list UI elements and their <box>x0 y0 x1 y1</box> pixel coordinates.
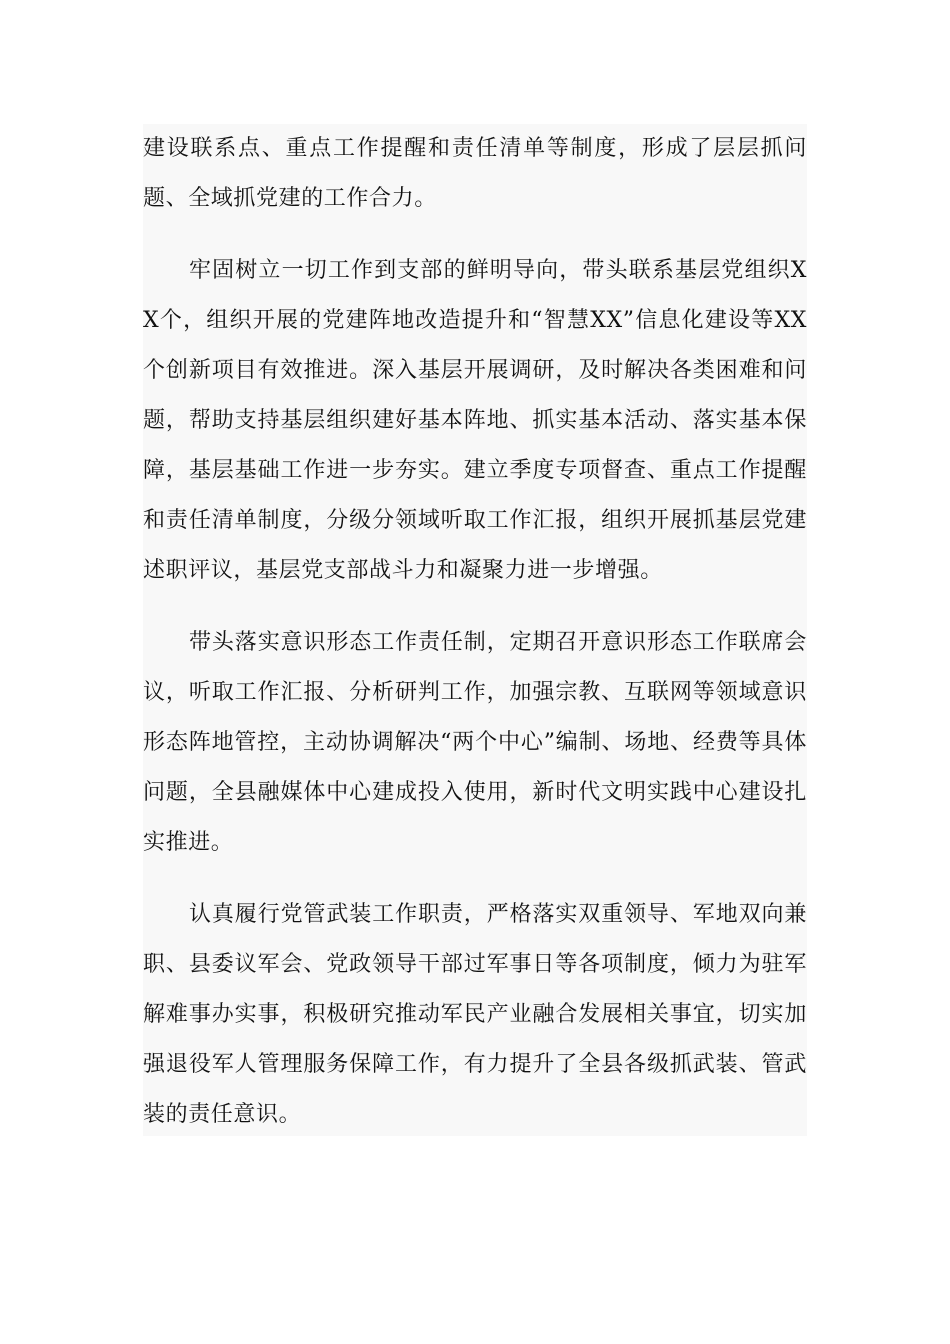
paragraph-armed-forces: 认真履行党管武装工作职责，严格落实双重领导、军地双向兼职、县委议军会、党政领导干部过军事日等各项制度，倾力为驻军解难事办实事，积极研究推动军民产业融合发展相关事宜，切实加强退役军人管理服务保障工作，有力提升了全县各级抓武装、管武装的责任意识。 <box>143 902 807 1127</box>
paragraph-ideology: 带头落实意识形态工作责任制，定期召开意识形态工作联席会议，听取工作汇报、分析研判工作，加强宗教、互联网等领域意识形态阵地管控，主动协调解决“两个中心”编制、场地、经费等具体问题，全县融媒体中心建成投入使用，新时代文明实践中心建设扎实推进。 <box>143 630 807 855</box>
paragraph-continuation: 建设联系点、重点工作提醒和责任清单等制度，形成了层层抓问题、全域抓党建的工作合力。 <box>143 136 807 211</box>
document-body <box>143 124 807 1136</box>
paragraph-party-building: 牢固树立一切工作到支部的鲜明导向，带头联系基层党组织XX个，组织开展的党建阵地改造提升和“智慧XX”信息化建设等XX个创新项目有效推进。深入基层开展调研，及时解决各类困难和问题，帮助支持基层组织建好基本阵地、抓实基本活动、落实基本保障，基层基础工作进一步夯实。建立季度专项督查、重点工作提醒和责任清单制度，分级分领域听取工作汇报，组织开展抓基层党建述职评议，基层党支部战斗力和凝聚力进一步增强。 <box>143 258 807 583</box>
